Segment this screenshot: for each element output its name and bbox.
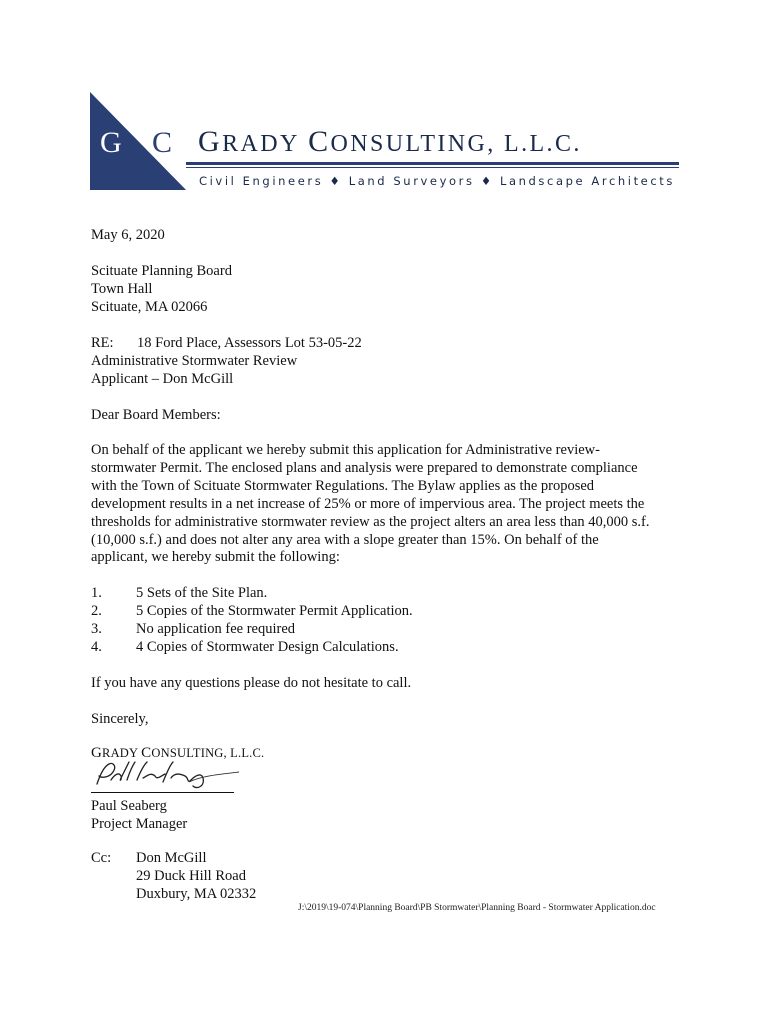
recipient-line: Scituate Planning Board: [91, 263, 232, 279]
cc-line: Duxbury, MA 02332: [136, 886, 257, 902]
cc-label: Cc:: [91, 850, 112, 866]
recipient-line: Scituate, MA 02066: [91, 299, 208, 315]
re-line: Applicant – Don McGill: [91, 371, 234, 387]
body-line: (10,000 s.f.) and does not alter any area with a slope greater than 15%. On behalf of the: [91, 531, 599, 548]
file-path-footer: J:\2019\19-074\Planning Board\PB Stormwater\Planning Board - Stormwater Application.doc: [298, 903, 656, 913]
re-label: RE:: [91, 335, 114, 351]
closing-line: If you have any questions please do not hesitate to call.: [91, 675, 412, 691]
company-logo: [90, 92, 190, 190]
body-line: stormwater Permit. The enclosed plans and analysis were prepared to demonstrate compliance: [91, 459, 638, 476]
list-item: 4. 4 Copies of Stormwater Design Calculations.: [91, 639, 399, 655]
re-subject: 18 Ford Place, Assessors Lot 53-05-22: [137, 335, 362, 351]
body-line: development results in a net increase of 25% or more of impervious area. The project meets the: [91, 495, 645, 512]
re-line: Administrative Stormwater Review: [91, 353, 298, 369]
cc-line: 29 Duck Hill Road: [136, 868, 246, 884]
recipient-line: Town Hall: [91, 281, 153, 297]
header-rule: [186, 162, 679, 165]
company-tagline: Civil Engineers ♦ Land Surveyors ♦ Landscape Architects: [199, 174, 675, 188]
letterhead: [90, 92, 690, 192]
company-name: GRADY CONSULTING, L.L.C.: [198, 125, 582, 158]
re-line: [91, 334, 362, 352]
body-line: On behalf of the applicant we hereby submit this application for Administrative review-: [91, 442, 600, 458]
list-item: 1. 5 Sets of the Site Plan.: [91, 585, 268, 601]
firm-signature: GRADY CONSULTING, L.L.C.: [91, 745, 265, 761]
logo-letter-c: C: [152, 126, 173, 159]
list-item: 2. 5 Copies of the Stormwater Permit Application.: [91, 603, 413, 619]
signer-title: Project Manager: [91, 816, 188, 832]
header-rule-thin: [186, 167, 679, 168]
letter-date: May 6, 2020: [91, 227, 165, 243]
logo-letter-g: G: [100, 126, 122, 159]
list-item: 3. No application fee required: [91, 621, 296, 637]
signature-line: [91, 792, 234, 793]
signer-name: Paul Seaberg: [91, 798, 167, 814]
body-paragraph: [91, 442, 691, 567]
body-line: thresholds for administrative stormwater review as the project alters an area less than 40,000 s.f.: [91, 513, 650, 530]
salutation: Dear Board Members:: [91, 407, 221, 423]
cc-line: Don McGill: [136, 850, 207, 866]
body-line: applicant, we hereby submit the following:: [91, 549, 340, 566]
sign-off: Sincerely,: [91, 711, 149, 727]
body-line: with the Town of Scituate Stormwater Regulations. The Bylaw applies as the proposed: [91, 477, 595, 494]
